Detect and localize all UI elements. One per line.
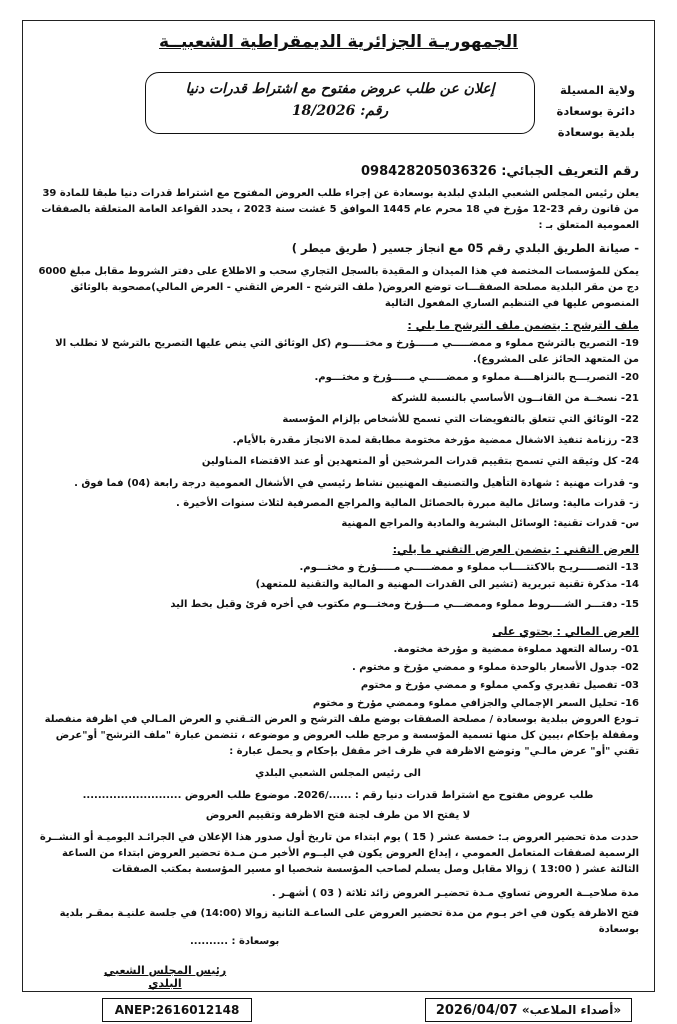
criteria-item: س- قدرات تقنية: الوسائل البشرية والمادية والمراجع المهنية bbox=[341, 518, 639, 529]
project-title: - صيانة الطريق البلدي رقم 05 مع انجاز جسير ( طريق ميطر ) bbox=[291, 241, 639, 255]
technical-heading: العرض التقني : يتضمن العرض التقني ما يلي: bbox=[392, 543, 639, 556]
criteria-item: ز- قدرات مالية: وسائل مالية مبررة بالحصائل المالية والمراجع المصرفية لثلاث سنوات الأخيرة . bbox=[175, 498, 639, 509]
technical-item: 14- مذكرة تقنية تبريرية (تشير الى القدرات المهنية و المالية والتقنية للمتعهد) bbox=[255, 579, 639, 590]
no-open-notice: لا يفتح الا من طرف لجنة فتح الاظرفة وتقييم العروض bbox=[205, 810, 471, 821]
place-date: بوسعادة : .......... bbox=[190, 936, 280, 947]
financial-item: 03- تفصيل تقديري وكمي مملوء و ممضي مؤرخ و مختوم bbox=[360, 680, 639, 691]
financial-item: 16- تحليل السعر الإجمالي والجزافي مملوء وممضي مؤرخ و مختوم bbox=[312, 698, 639, 709]
intro-paragraph: يعلن رئيس المجلس الشعبي البلدي لبلدية بوسعادة عن إجراء طلب العروض المفتوح مع اشتراط قدرات دنيا طبقا للمادة 39 من قانون رقم 23-12 مؤرخ في 18 محرم عام 1445 الموافق 5 غشت سنة 2023 ، يحدد القواعد العامة المتعلقة بالصفقات العمومية المتعلق بـ : bbox=[41, 188, 639, 231]
candidacy-item: 19- التصريح بالترشح مملوء و ممضـــــي مـــــؤرخ و مختـــــوم (كل الوثائق التي ينص عليها التصريح بالترشح لا تطلب الا من المتعهد الحائز على المشروع). bbox=[55, 338, 639, 365]
candidacy-item: 24- كل وثيقة التي تسمح بتقييم قدرات المرشحين أو المتعهدين أو عند الاقتضاء المناولين bbox=[201, 456, 639, 467]
criteria-item: و- قدرات مهنية : شهادة التأهيل والتصنيف المهنيين نشاط رئيسي في الأشغال العمومية درجة رابعة (04) فما فوق . bbox=[74, 478, 639, 489]
financial-item: 01- رسالة التعهد مملوءة ممضية و مؤرخة مختومة. bbox=[393, 644, 639, 655]
anep-box: ANEP:2616012148 bbox=[102, 998, 252, 1022]
technical-item: 15- دفتـــر الشــــروط مملوء وممضـــي مـــؤرخ ومختـــوم مكتوب في أخره قرئ وقبل بخط اليد bbox=[170, 599, 639, 610]
tax-id: رقم التعريف الجبائي: 098428205036326 bbox=[360, 164, 639, 179]
signature-title: رئيس المجلس الشعبي البلدي bbox=[103, 964, 227, 990]
financial-heading: العرض المالي : يحتوي على bbox=[492, 625, 639, 638]
wilaya: ولاية المسيلة bbox=[559, 83, 635, 97]
envelope-label: طلب عروض مفتوح مع اشتراط قدرات دنيا رقم : ....../2026. موضوع طلب العروض .......................... bbox=[82, 790, 594, 801]
terms-paragraph: فتح الاظرفة يكون في اخر يـوم من مدة تحضير العروض على الساعـة الثانية زوالا (14:00) في جلسة علنيـة بمقـر بلدية بوسعادة bbox=[59, 908, 639, 935]
terms-paragraph: حددت مدة تحضير العروض بـ: خمسة عشر ( 15 ) يوم ابتداء من تاريخ أول صدور هذا الإعلان في الجرائـد اليوميـة أو النشــرة الرسمية لصفقات المتعامل العمومي ، إيداع العروض يكون في اليــوم الأخير مـن مـدة تحضير العروض ابتداء من الساعة الثالثة عشر ( 13:00 ) زوالا مقابل وصل يسلم لصاحب المؤسسة شخصيا او مسير المؤسسة بمكتب الصفقات bbox=[39, 832, 639, 875]
addressee: الى رئيس المجلس الشعبي البلدي bbox=[255, 768, 421, 779]
date-box bbox=[425, 998, 632, 1022]
candidacy-item: 22- الوثائق التي تتعلق بالتفويضات التي تسمح للأشخاص بإلزام المؤسسة bbox=[282, 414, 639, 425]
notice-number: رقم: 18/2026 bbox=[291, 103, 389, 119]
financial-item: 02- جدول الأسعار بالوحدة مملوء و ممضي مؤرخ و مختوم . bbox=[351, 662, 639, 673]
candidacy-heading: ملف الترشح : يتضمن ملف الترشح ما يلي : bbox=[407, 319, 639, 332]
terms-paragraph: مدة صلاحيــة العروض تساوي مـدة تحضيـر العروض زائد ثلاثة ( 03 ) أشهـر . bbox=[271, 888, 639, 899]
candidacy-item: 20- التصريـــح بالنزاهــــة مملوء و ممضـــــي مـــــؤرخ و مختـــوم. bbox=[314, 372, 639, 383]
candidacy-item: 21- نسخــة من القانــون الأساسي بالنسبة للشركة bbox=[391, 393, 639, 404]
submission-paragraph: تـودع العروض ببلدية بوسعادة / مصلحة الصفقات بوضع ملف الترشح و العرض التـقني و العرض المـالي في اظرفة منفصلة ومقفلة بإحكام ،يبين كل منها تسمية المؤسسة و مرجع طلب العروض و موضوعه ، تتضمن عبارة "ملف الترشح" أو"عرض تقني "أو" عرض مالـي" وتوضع الاظرفة في ظرف اخر مقفل بإحكام و يحمل عبارة : bbox=[44, 714, 639, 757]
republic-title: الجمهوريـة الجزائرية الديمقراطية الشعبيــة bbox=[159, 32, 518, 52]
technical-item: 13- التصـــــريـح بالاكتتــــاب مملوء و ممضـــــي مـــــؤرخ و مختـــوم. bbox=[299, 562, 639, 573]
publication-date: 2026/04/07 bbox=[435, 1003, 518, 1018]
notice-title: إعلان عن طلب عروض مفتوح مع اشتراط قدرات دنيا bbox=[185, 81, 495, 97]
candidacy-item: 23- رزنامة تنفيذ الاشغال ممضية مؤرخة مختومة مطابقة لمدة الانجاز مقدرة بالأيام. bbox=[232, 435, 639, 446]
commune: بلدية بوسعادة bbox=[557, 125, 635, 139]
newspaper-name: «أصداء الملاعب» bbox=[521, 1003, 622, 1017]
daira: دائرة بوسعادة bbox=[556, 104, 635, 118]
notice-title-box bbox=[145, 72, 535, 134]
eligibility-paragraph: يمكن للمؤسسات المختصة في هذا الميدان و المقيدة بالسجل التجاري سحب و الاطلاع على دفتر الشروط مقابل مبلغ 6000 دج من مقر البلدية مصلحة الصفقـــات توضع العروض( ملف الترشح - العرض التقني - العرض المالي)مصحوبة بالوثائق المنصوص عليها في التنظيم الساري المفعول التالية bbox=[38, 266, 639, 309]
